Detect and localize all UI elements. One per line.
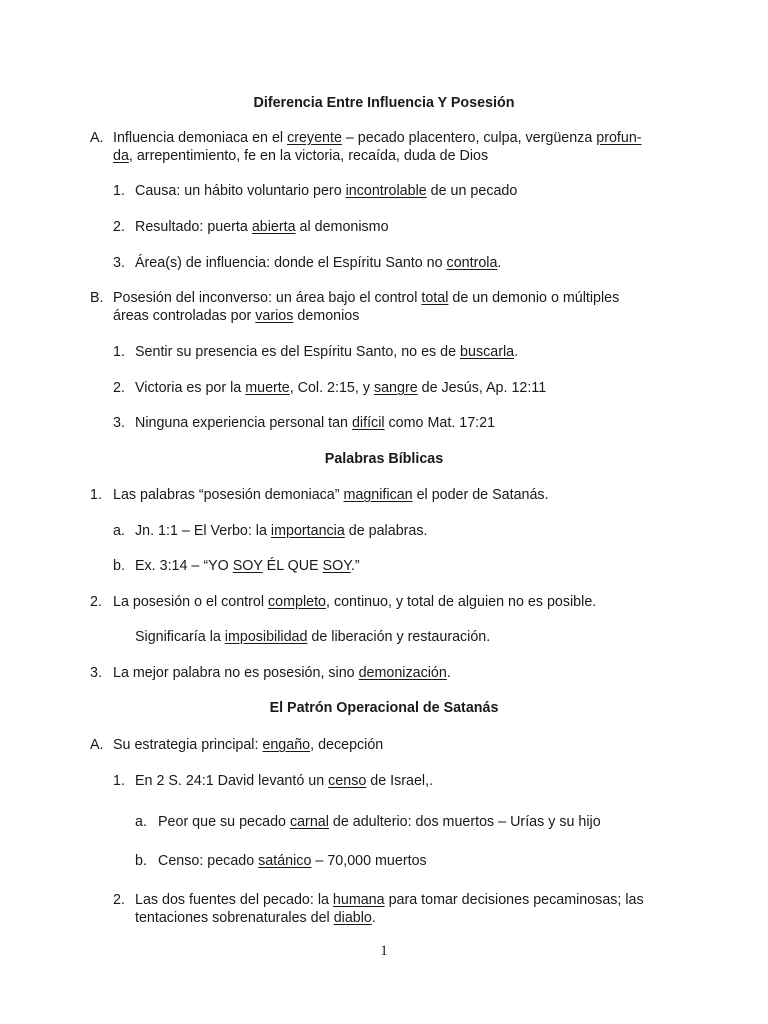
list-item-text: Resultado: puerta abierta al demonismo <box>135 219 389 235</box>
list-item-text: La mejor palabra no es posesión, sino demonización. <box>113 665 451 681</box>
list-marker: b. <box>113 558 125 574</box>
list-marker: 1. <box>113 183 125 199</box>
list-item-text: Área(s) de influencia: donde el Espíritu Santo no controla. <box>135 255 502 271</box>
list-item-text: Censo: pecado satánico – 70,000 muertos <box>158 853 427 869</box>
list-item-text: Influencia demoniaca en el creyente – pecado placentero, culpa, vergüenza profun- <box>113 130 642 146</box>
list-item-text: da, arrepentimiento, fe en la victoria, recaída, duda de Dios <box>113 148 489 164</box>
list-item-text: áreas controladas por varios demonios <box>113 308 360 324</box>
list-item-text: Jn. 1:1 – El Verbo: la importancia de palabras. <box>135 523 428 539</box>
list-item-text: Causa: un hábito voluntario pero incontrolable de un pecado <box>135 183 518 199</box>
list-marker: 2. <box>113 380 125 396</box>
section-title: Palabras Bíblicas <box>324 451 444 467</box>
list-item-text: Victoria es por la muerte, Col. 2:15, y sangre de Jesús, Ap. 12:11 <box>135 380 547 396</box>
list-marker: A. <box>90 737 104 753</box>
list-marker: 3. <box>113 415 125 431</box>
page-number: 1 <box>380 943 388 959</box>
list-item-text: Las palabras “posesión demoniaca” magnifican el poder de Satanás. <box>113 487 549 503</box>
list-item-text: La posesión o el control completo, continuo, y total de alguien no es posible. <box>113 594 597 610</box>
section-title: El Patrón Operacional de Satanás <box>269 700 499 716</box>
list-marker: b. <box>135 853 147 869</box>
paragraph-text: Significaría la imposibilidad de liberación y restauración. <box>135 629 491 645</box>
list-item-text: Posesión del inconverso: un área bajo el control total de un demonio o múltiples <box>113 290 620 306</box>
list-marker: 2. <box>113 219 125 235</box>
list-item-text: Su estrategia principal: engaño, decepción <box>113 737 384 753</box>
list-item-text: Las dos fuentes del pecado: la humana para tomar decisiones pecaminosas; las <box>135 892 644 908</box>
list-marker: 1. <box>113 773 125 789</box>
list-marker: a. <box>135 814 147 830</box>
list-marker: 3. <box>90 665 102 681</box>
list-item-text: Ex. 3:14 – “YO SOY ÉL QUE SOY.” <box>135 558 360 574</box>
section-title: Diferencia Entre Influencia Y Posesión <box>253 95 515 111</box>
list-marker: 1. <box>90 487 102 503</box>
list-marker: 1. <box>113 344 125 360</box>
list-marker: B. <box>90 290 104 306</box>
list-marker: 3. <box>113 255 125 271</box>
list-item-text: Peor que su pecado carnal de adulterio: dos muertos – Urías y su hijo <box>158 814 601 830</box>
list-item-text: Ninguna experiencia personal tan difícil como Mat. 17:21 <box>135 415 496 431</box>
list-marker: A. <box>90 130 104 146</box>
list-marker: 2. <box>90 594 102 610</box>
list-marker: a. <box>113 523 125 539</box>
list-item-text: En 2 S. 24:1 David levantó un censo de Israel,. <box>135 773 434 789</box>
list-item-text: Sentir su presencia es del Espíritu Santo, no es de buscarla. <box>135 344 519 360</box>
list-item-text: tentaciones sobrenaturales del diablo. <box>135 910 376 926</box>
list-marker: 2. <box>113 892 125 908</box>
